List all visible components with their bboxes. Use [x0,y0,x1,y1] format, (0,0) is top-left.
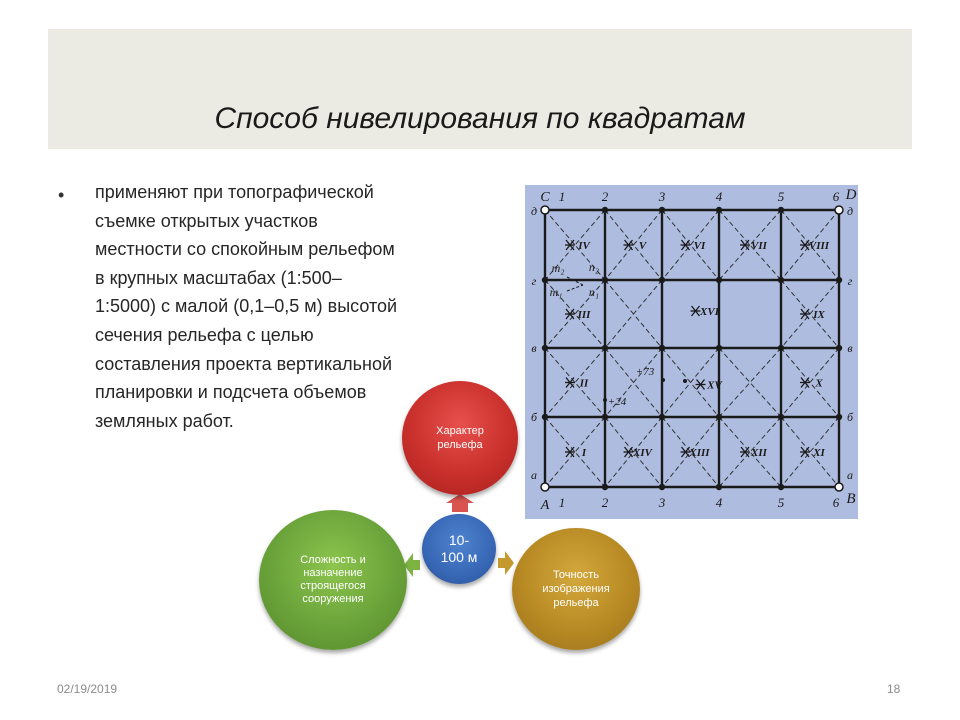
row-label: д [846,204,854,218]
grid-node [659,414,665,420]
point-label-plus73: +73 [635,366,655,378]
square-label: III [577,309,591,321]
column-label: 6 [832,495,840,510]
column-label: 5 [777,495,785,510]
title-band [48,29,912,149]
grid-node [716,414,722,420]
column-label: 2 [601,495,609,510]
grid-node [542,414,548,420]
grid-node [716,345,722,351]
column-label: 6 [832,189,840,204]
row-label: г [847,274,853,288]
grid-figure [525,185,858,519]
circle-structure-complexity: Сложность и назначение строящегося сооружения [259,510,407,650]
row-label: д [530,204,538,218]
column-label: 3 [658,495,666,510]
column-label: 4 [715,189,723,204]
square-label: II [579,377,589,390]
circle-center-step: 10- 100 м [422,514,496,584]
slide-date: 02/19/2019 [57,682,118,696]
grid-node [602,345,608,351]
point-label-m1: m₁ [549,285,563,299]
grid-node [602,414,608,420]
grid-node [542,277,548,283]
column-label: 5 [777,189,785,204]
height-point [661,378,665,382]
grid-node [778,345,784,351]
square-label: XVI [700,306,719,318]
column-label: 1 [558,189,566,204]
row-label: г [531,274,537,288]
corner-label-a: A [540,498,550,513]
row-label: а [847,468,853,482]
square-label: I [581,447,587,459]
square-label: XI [813,447,825,459]
slide-title: Способ нивелирования по квадратам [214,102,746,135]
slide-number: 18 [887,682,901,696]
grid-node [778,277,784,283]
grid-node [602,484,608,490]
grid-node [778,207,784,213]
square-label: XII [751,447,767,459]
grid-node [835,483,843,491]
grid-node [659,277,665,283]
grid-node [602,207,608,213]
square-label: XIII [689,447,710,459]
corner-label-b: B [846,491,856,507]
grid-node [659,207,665,213]
square-label: X [815,377,823,390]
point-label-plus24: +24 [607,396,627,408]
grid-node [716,484,722,490]
height-point [683,379,687,383]
grid-node [716,277,722,283]
column-label: 4 [715,495,723,510]
grid-node [659,345,665,351]
column-label: 1 [558,495,566,510]
circle-relief-accuracy: Точность изображения рельефа [512,528,640,650]
column-label: 3 [658,189,666,204]
bullet-marker: • [58,185,65,205]
square-label: XIV [633,447,652,459]
circle-relief-character: Характер рельефа [402,381,518,495]
arrow-up-icon [446,494,474,512]
arrow-right-icon [498,551,514,575]
grid-node [542,345,548,351]
grid-node [836,414,842,420]
corner-label-d: D [845,187,857,203]
square-label: VI [693,240,706,252]
row-label: в [847,341,853,355]
square-label: XV [707,379,722,392]
row-label: б [530,410,538,424]
point-label-m2: m₂ [551,261,565,275]
height-point [603,398,607,402]
grid-node [778,484,784,490]
square-label: V [638,240,647,252]
row-label: в [531,341,537,355]
column-label: 2 [601,189,609,204]
grid-node [659,484,665,490]
grid-node [836,345,842,351]
point-label-n1: n₁ [588,285,600,299]
corner-label-c: C [540,190,550,205]
grid-node [778,414,784,420]
square-label: IV [578,240,590,252]
grid-node [541,206,549,214]
square-label: VIII [808,240,830,252]
square-label: VII [751,240,767,252]
row-label: б [846,410,854,424]
row-label: а [531,468,537,482]
point-label-n2: n₂ [588,260,600,274]
grid-node [835,206,843,214]
square-label: IX [813,309,825,321]
grid-node [602,277,608,283]
grid-node [716,207,722,213]
grid-node [836,277,842,283]
grid-node [541,483,549,491]
figure-background [525,185,858,519]
bullet-text: применяют при топографической съемке открытых участков местности со спокойным рельефом в крупных масштабах (1:500– 1:5000) с малой (0,1–0,5 м) высотой сечения рельефа с целью составления проекта вертикальной планировки и подсчета объемов земляных работ. [95,182,398,431]
